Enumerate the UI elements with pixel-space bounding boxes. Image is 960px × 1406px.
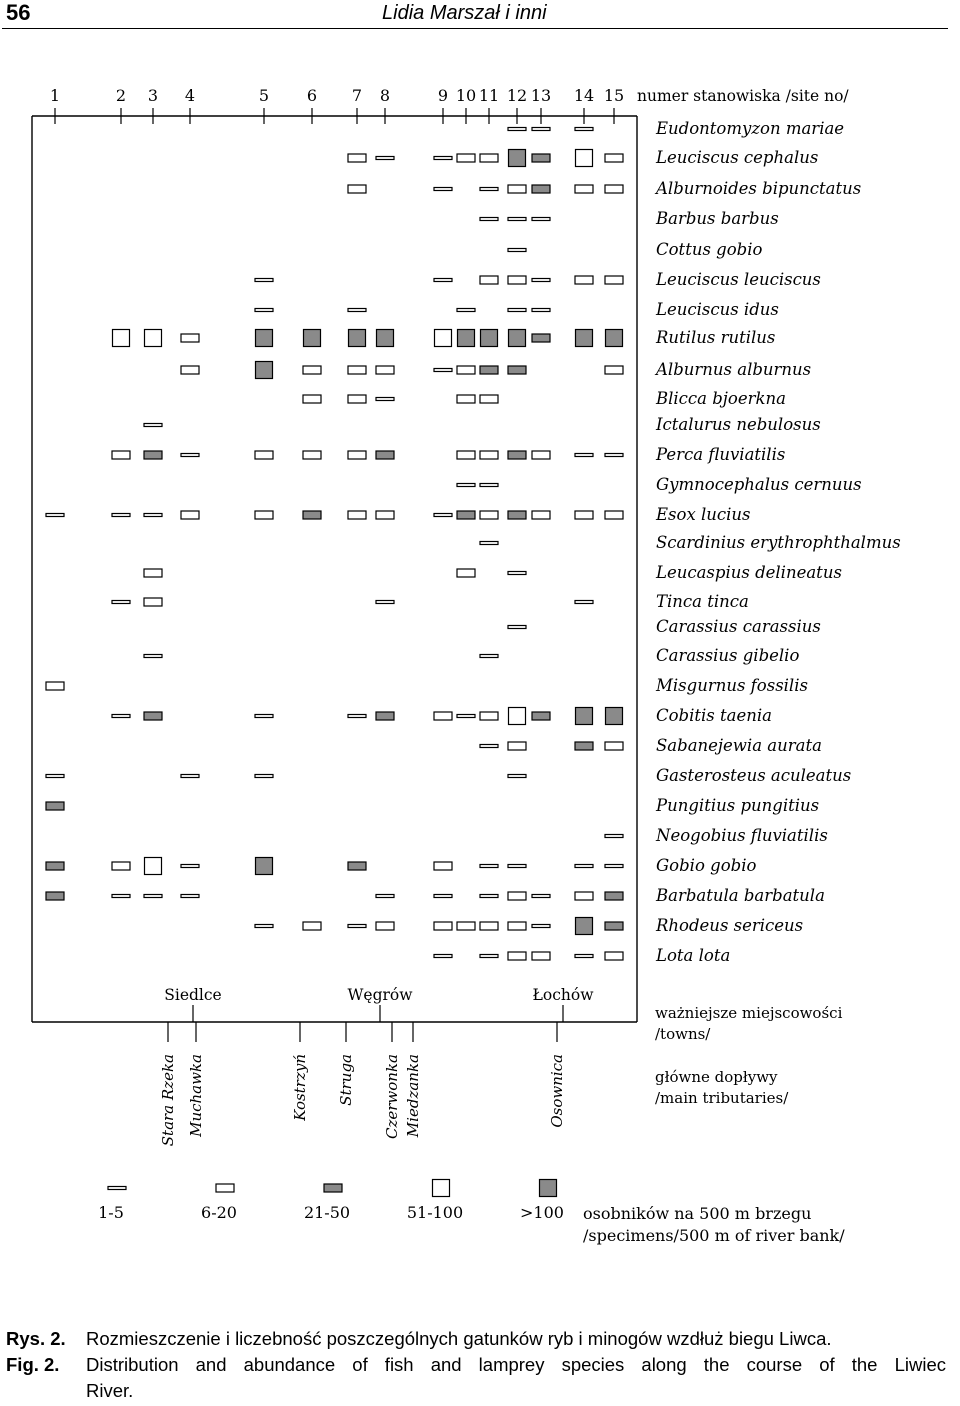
species-label: Gymnocephalus cernuus bbox=[656, 475, 862, 494]
species-label: Alburnus alburnus bbox=[656, 360, 812, 379]
legend bbox=[98, 1180, 845, 1246]
abundance-mark bbox=[434, 862, 452, 870]
abundance-mark bbox=[576, 708, 593, 725]
abundance-mark bbox=[480, 865, 498, 868]
abundance-mark bbox=[508, 276, 526, 284]
abundance-mark bbox=[348, 511, 366, 519]
abundance-mark bbox=[605, 922, 623, 930]
legend-swatch bbox=[108, 1187, 126, 1190]
species-label: Ictalurus nebulosus bbox=[656, 415, 821, 434]
abundance-mark bbox=[377, 330, 394, 347]
abundance-mark bbox=[457, 451, 475, 459]
abundance-mark bbox=[508, 952, 526, 960]
legend-swatch bbox=[433, 1180, 450, 1197]
abundance-mark bbox=[256, 330, 273, 347]
tributary-label: Miedzanka bbox=[404, 1054, 422, 1138]
abundance-mark bbox=[508, 742, 526, 750]
species-label: Leuciscus idus bbox=[656, 300, 779, 319]
abundance-mark bbox=[144, 895, 162, 898]
abundance-mark bbox=[144, 424, 162, 427]
abundance-mark bbox=[256, 362, 273, 379]
abundance-mark bbox=[480, 542, 498, 545]
site-label: 14 bbox=[573, 86, 595, 105]
tributary-label: Osownica bbox=[548, 1054, 566, 1128]
abundance-mark bbox=[255, 511, 273, 519]
town-label: Węgrów bbox=[347, 986, 413, 1004]
abundance-mark bbox=[509, 330, 526, 347]
abundance-mark bbox=[181, 775, 199, 778]
site-label: 10 bbox=[455, 86, 477, 105]
abundance-mark bbox=[480, 395, 498, 403]
caption-pl bbox=[6, 1326, 948, 1352]
abundance-mark bbox=[508, 922, 526, 930]
abundance-mark bbox=[112, 895, 130, 898]
abundance-mark bbox=[480, 895, 498, 898]
abundance-mark bbox=[532, 218, 550, 221]
site-label: 11 bbox=[478, 86, 500, 105]
abundance-mark bbox=[144, 569, 162, 577]
legend-class-label: 51-100 bbox=[406, 1203, 464, 1222]
abundance-mark bbox=[46, 775, 64, 778]
site-label: 13 bbox=[530, 86, 552, 105]
abundance-mark bbox=[303, 366, 321, 374]
abundance-mark bbox=[508, 309, 526, 312]
abundance-mark bbox=[508, 451, 526, 459]
species-label: Gasterosteus aculeatus bbox=[656, 766, 852, 785]
tributary-label: Kostrzyń bbox=[291, 1054, 309, 1121]
abundance-mark bbox=[376, 922, 394, 930]
abundance-mark bbox=[255, 309, 273, 312]
abundance-mark bbox=[480, 655, 498, 658]
abundance-mark bbox=[508, 511, 526, 519]
abundance-mark bbox=[575, 865, 593, 868]
legend-class-label: 6-20 bbox=[201, 1203, 237, 1222]
abundance-mark bbox=[348, 862, 366, 870]
abundance-mark bbox=[434, 712, 452, 720]
figure-caption bbox=[6, 1326, 948, 1404]
species-label: Leucaspius delineatus bbox=[656, 563, 842, 582]
abundance-mark bbox=[605, 865, 623, 868]
abundance-mark bbox=[348, 309, 366, 312]
abundance-mark bbox=[255, 279, 273, 282]
abundance-mark bbox=[181, 454, 199, 457]
abundance-mark bbox=[532, 451, 550, 459]
tributary-label: Muchawka bbox=[187, 1054, 205, 1137]
site-label: 15 bbox=[603, 86, 625, 105]
abundance-mark bbox=[605, 742, 623, 750]
abundance-mark bbox=[509, 708, 526, 725]
abundance-mark bbox=[508, 626, 526, 629]
abundance-mark bbox=[480, 712, 498, 720]
abundance-mark bbox=[144, 514, 162, 517]
species-label: Pungitius pungitius bbox=[656, 796, 820, 815]
site-label: 8 bbox=[379, 86, 391, 105]
towns-row bbox=[164, 986, 842, 1043]
abundance-mark bbox=[575, 601, 593, 604]
abundance-mark bbox=[480, 955, 498, 958]
abundance-mark bbox=[508, 185, 526, 193]
abundance-mark bbox=[349, 330, 366, 347]
abundance-mark bbox=[255, 925, 273, 928]
abundance-mark bbox=[255, 715, 273, 718]
site-label: 4 bbox=[184, 86, 196, 105]
abundance-mark bbox=[532, 128, 550, 131]
abundance-mark bbox=[605, 185, 623, 193]
abundance-mark bbox=[457, 366, 475, 374]
abundance-mark bbox=[508, 892, 526, 900]
abundance-mark bbox=[181, 334, 199, 342]
abundance-mark bbox=[532, 895, 550, 898]
abundance-mark bbox=[348, 451, 366, 459]
abundance-mark bbox=[255, 775, 273, 778]
abundance-mark bbox=[481, 330, 498, 347]
abundance-mark bbox=[181, 895, 199, 898]
site-label: 12 bbox=[506, 86, 528, 105]
abundance-mark bbox=[532, 712, 550, 720]
species-label: Rhodeus sericeus bbox=[656, 916, 804, 935]
abundance-mark bbox=[480, 451, 498, 459]
abundance-mark bbox=[576, 330, 593, 347]
abundance-mark bbox=[532, 185, 550, 193]
legend-class-label: 1-5 bbox=[98, 1203, 124, 1222]
abundance-mark bbox=[144, 655, 162, 658]
abundance-mark bbox=[181, 865, 199, 868]
abundance-mark bbox=[435, 330, 452, 347]
abundance-mark bbox=[434, 955, 452, 958]
abundance-mark bbox=[576, 150, 593, 167]
abundance-mark bbox=[255, 451, 273, 459]
abundance-mark bbox=[303, 451, 321, 459]
site-label: 6 bbox=[306, 86, 318, 105]
abundance-mark bbox=[508, 218, 526, 221]
species-label: Leuciscus cephalus bbox=[656, 148, 819, 167]
abundance-mark bbox=[457, 922, 475, 930]
legend-label-pl: osobników na 500 m brzegu bbox=[583, 1204, 812, 1223]
abundance-mark bbox=[348, 154, 366, 162]
abundance-mark bbox=[605, 952, 623, 960]
abundance-mark bbox=[376, 601, 394, 604]
abundance-mark bbox=[376, 398, 394, 401]
site-label: 9 bbox=[437, 86, 449, 105]
abundance-mark bbox=[458, 330, 475, 347]
legend-label-en: /specimens/500 m of river bank/ bbox=[583, 1226, 845, 1245]
abundance-mark bbox=[605, 892, 623, 900]
species-label: Neogobius fluviatilis bbox=[656, 826, 828, 845]
site-label: 1 bbox=[49, 86, 61, 105]
species-label: Alburnoides bipunctatus bbox=[656, 179, 862, 198]
tributary-label: Struga bbox=[337, 1054, 355, 1106]
abundance-mark bbox=[434, 369, 452, 372]
caption-en-tag: Fig. 2. bbox=[6, 1354, 60, 1375]
abundance-marks bbox=[46, 128, 623, 961]
abundance-mark bbox=[480, 276, 498, 284]
legend-swatch bbox=[540, 1180, 557, 1197]
abundance-mark bbox=[509, 150, 526, 167]
abundance-mark bbox=[508, 249, 526, 252]
abundance-mark bbox=[376, 511, 394, 519]
abundance-mark bbox=[480, 366, 498, 374]
caption-en bbox=[6, 1352, 948, 1378]
abundance-mark bbox=[457, 484, 475, 487]
running-head: Lidia Marszał i inni bbox=[382, 2, 547, 24]
abundance-mark bbox=[532, 154, 550, 162]
abundance-mark bbox=[532, 925, 550, 928]
abundance-mark bbox=[46, 802, 64, 810]
abundance-mark bbox=[532, 279, 550, 282]
abundance-mark bbox=[480, 484, 498, 487]
abundance-mark bbox=[46, 514, 64, 517]
abundance-mark bbox=[112, 862, 130, 870]
species-label: Perca fluviatilis bbox=[656, 445, 786, 464]
abundance-mark bbox=[112, 514, 130, 517]
figure-frame bbox=[32, 116, 637, 1022]
abundance-mark bbox=[376, 366, 394, 374]
abundance-mark bbox=[575, 128, 593, 131]
abundance-mark bbox=[181, 366, 199, 374]
caption-pl-tag: Rys. 2. bbox=[6, 1328, 66, 1349]
legend-swatch bbox=[216, 1184, 234, 1192]
abundance-mark bbox=[434, 922, 452, 930]
species-label: Leuciscus leuciscus bbox=[656, 270, 821, 289]
abundance-mark bbox=[145, 858, 162, 875]
abundance-mark bbox=[605, 154, 623, 162]
species-labels bbox=[654, 119, 901, 965]
abundance-mark bbox=[376, 451, 394, 459]
abundance-mark bbox=[457, 569, 475, 577]
abundance-mark bbox=[304, 330, 321, 347]
legend-class-label: 21-50 bbox=[303, 1203, 351, 1222]
abundance-mark bbox=[348, 715, 366, 718]
abundance-mark bbox=[508, 572, 526, 575]
abundance-mark bbox=[144, 451, 162, 459]
species-label: Misgurnus fossilis bbox=[656, 676, 808, 695]
abundance-mark bbox=[508, 865, 526, 868]
abundance-mark bbox=[605, 835, 623, 838]
abundance-mark bbox=[303, 395, 321, 403]
caption-en-text-1: Distribution and abundance of fish and lamprey species along the course of the Liwiec bbox=[86, 1354, 946, 1375]
abundance-mark bbox=[303, 511, 321, 519]
town-label: Łochów bbox=[532, 986, 594, 1004]
species-label: Tinca tinca bbox=[656, 592, 749, 611]
abundance-mark bbox=[303, 922, 321, 930]
abundance-mark bbox=[532, 309, 550, 312]
caption-en-text-2: River. bbox=[86, 1380, 134, 1401]
site-label: 2 bbox=[115, 86, 127, 105]
species-label: Cobitis taenia bbox=[656, 706, 772, 725]
tributaries-label-en: /main tributaries/ bbox=[655, 1089, 789, 1107]
abundance-mark bbox=[376, 712, 394, 720]
abundance-mark bbox=[376, 895, 394, 898]
species-label: Carassius gibelio bbox=[656, 646, 800, 665]
species-label: Carassius carassius bbox=[656, 617, 821, 636]
abundance-mark bbox=[256, 858, 273, 875]
species-label: Gobio gobio bbox=[656, 856, 757, 875]
species-label: Barbus barbus bbox=[656, 209, 779, 228]
abundance-mark bbox=[508, 128, 526, 131]
abundance-mark bbox=[575, 454, 593, 457]
abundance-mark bbox=[348, 395, 366, 403]
abundance-mark bbox=[532, 952, 550, 960]
abundance-mark bbox=[508, 366, 526, 374]
species-label: Blicca bjoerkna bbox=[656, 389, 786, 408]
towns-label-pl: ważniejsze miejscowości bbox=[655, 1004, 843, 1022]
species-label: Lota lota bbox=[656, 946, 731, 965]
legend-class-label: >100 bbox=[520, 1203, 564, 1222]
tributary-label: Czerwonka bbox=[383, 1054, 401, 1139]
species-label: Sabanejewia aurata bbox=[656, 736, 822, 755]
abundance-mark bbox=[144, 598, 162, 606]
abundance-mark bbox=[348, 185, 366, 193]
site-label: 5 bbox=[258, 86, 270, 105]
abundance-mark bbox=[575, 185, 593, 193]
abundance-mark bbox=[575, 742, 593, 750]
abundance-mark bbox=[434, 157, 452, 160]
tributary-label: Stara Rzeka bbox=[159, 1054, 177, 1147]
abundance-mark bbox=[508, 775, 526, 778]
abundance-mark bbox=[606, 708, 623, 725]
abundance-mark bbox=[46, 862, 64, 870]
abundance-mark bbox=[532, 511, 550, 519]
abundance-mark bbox=[606, 330, 623, 347]
site-label: 3 bbox=[147, 86, 159, 105]
abundance-mark bbox=[480, 154, 498, 162]
abundance-mark bbox=[181, 511, 199, 519]
abundance-mark bbox=[605, 511, 623, 519]
abundance-mark bbox=[575, 955, 593, 958]
abundance-mark bbox=[113, 330, 130, 347]
species-label: Scardinius erythrophthalmus bbox=[656, 533, 901, 552]
abundance-mark bbox=[46, 682, 64, 690]
species-label: Rutilus rutilus bbox=[656, 328, 776, 347]
abundance-mark bbox=[480, 218, 498, 221]
abundance-mark bbox=[575, 892, 593, 900]
abundance-mark bbox=[434, 188, 452, 191]
caption-pl-text: Rozmieszczenie i liczebność poszczególnych gatunków ryb i minogów wzdłuż biegu Liwca. bbox=[86, 1328, 832, 1349]
abundance-mark bbox=[144, 712, 162, 720]
abundance-mark bbox=[112, 451, 130, 459]
towns-label-en: /towns/ bbox=[655, 1025, 711, 1043]
site-label: 7 bbox=[351, 86, 363, 105]
town-label: Siedlce bbox=[164, 986, 222, 1004]
legend-swatch bbox=[324, 1184, 342, 1192]
abundance-mark bbox=[457, 154, 475, 162]
abundance-mark bbox=[457, 395, 475, 403]
abundance-mark bbox=[480, 511, 498, 519]
abundance-mark bbox=[605, 454, 623, 457]
species-label: Eudontomyzon mariae bbox=[656, 119, 845, 138]
abundance-mark bbox=[434, 514, 452, 517]
abundance-mark bbox=[348, 366, 366, 374]
abundance-mark bbox=[575, 276, 593, 284]
abundance-mark bbox=[376, 157, 394, 160]
abundance-mark bbox=[348, 925, 366, 928]
species-label: Cottus gobio bbox=[656, 240, 763, 259]
abundance-mark bbox=[457, 715, 475, 718]
abundance-mark bbox=[605, 366, 623, 374]
abundance-mark bbox=[112, 715, 130, 718]
species-label: Esox lucius bbox=[656, 505, 751, 524]
species-label: Barbatula barbatula bbox=[656, 886, 825, 905]
abundance-mark bbox=[457, 309, 475, 312]
abundance-mark bbox=[145, 330, 162, 347]
abundance-mark bbox=[532, 334, 550, 342]
abundance-mark bbox=[434, 895, 452, 898]
abundance-mark bbox=[480, 922, 498, 930]
abundance-mark bbox=[112, 601, 130, 604]
abundance-mark bbox=[46, 892, 64, 900]
page-number: 56 bbox=[6, 0, 31, 25]
abundance-mark bbox=[605, 276, 623, 284]
tributaries-label-pl: główne dopływy bbox=[655, 1068, 778, 1086]
abundance-mark bbox=[480, 188, 498, 191]
abundance-mark bbox=[575, 511, 593, 519]
abundance-mark bbox=[457, 511, 475, 519]
caption-en-cont bbox=[6, 1378, 948, 1404]
site-axis-label: numer stanowiska /site no/ bbox=[637, 87, 849, 105]
abundance-mark bbox=[434, 279, 452, 282]
abundance-mark bbox=[480, 745, 498, 748]
abundance-mark bbox=[576, 918, 593, 935]
